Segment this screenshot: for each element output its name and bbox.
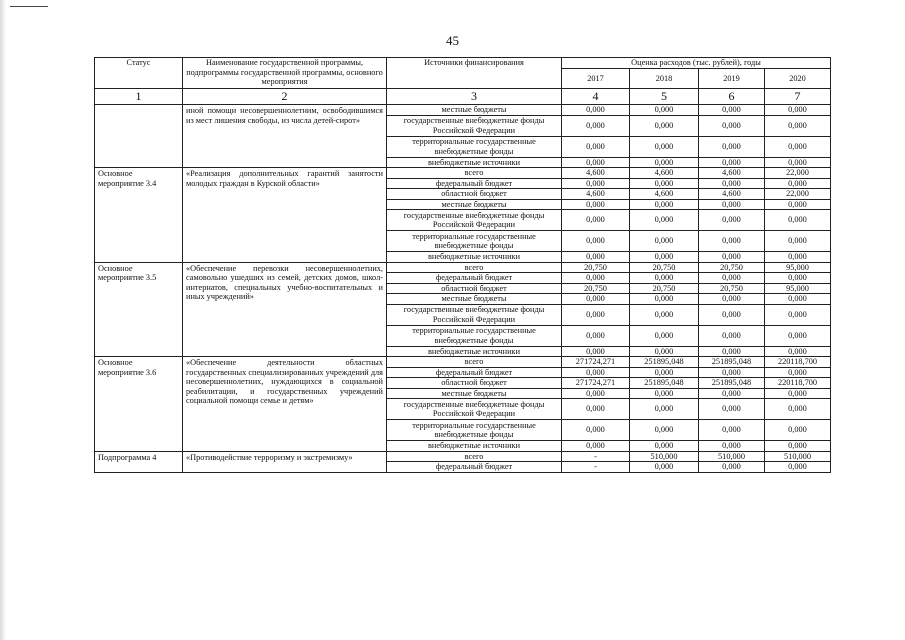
value-cell: 0,000 <box>562 441 630 452</box>
header-source: Источники финансирования <box>387 58 562 89</box>
source-cell: внебюджетные источники <box>387 346 562 357</box>
value-cell: 0,000 <box>765 210 831 231</box>
source-cell: федеральный бюджет <box>387 178 562 189</box>
value-cell: 0,000 <box>699 273 765 284</box>
value-cell: 0,000 <box>699 462 765 473</box>
status-cell: Подпрограмма 4 <box>95 451 183 472</box>
status-cell: Основное мероприятие 3.4 <box>95 168 183 263</box>
value-cell: 0,000 <box>562 178 630 189</box>
value-cell: 0,000 <box>630 231 699 252</box>
value-cell: 0,000 <box>765 346 831 357</box>
value-cell: 0,000 <box>699 420 765 441</box>
source-cell: федеральный бюджет <box>387 462 562 473</box>
value-cell: 0,000 <box>699 178 765 189</box>
header-cost: Оценка расходов (тыс. рублей), годы <box>562 58 831 69</box>
header-year: 2018 <box>630 68 699 89</box>
value-cell: 0,000 <box>765 294 831 305</box>
source-cell: областной бюджет <box>387 189 562 200</box>
value-cell: 20,750 <box>562 262 630 273</box>
source-cell: территориальные государственные внебюджетные фонды <box>387 420 562 441</box>
value-cell: 20,750 <box>699 283 765 294</box>
value-cell: 0,000 <box>699 388 765 399</box>
value-cell: 0,000 <box>562 199 630 210</box>
source-cell: государственные внебюджетные фонды Российской Федерации <box>387 115 562 136</box>
value-cell: 0,000 <box>630 388 699 399</box>
value-cell: 0,000 <box>765 115 831 136</box>
value-cell: 0,000 <box>630 115 699 136</box>
value-cell: 4,600 <box>699 189 765 200</box>
header-status: Статус <box>95 58 183 89</box>
value-cell: 0,000 <box>630 252 699 263</box>
value-cell: 0,000 <box>562 346 630 357</box>
value-cell: 0,000 <box>765 420 831 441</box>
value-cell: 0,000 <box>765 399 831 420</box>
name-cell: «Обеспечение деятельности областных государственных специализированных учреждений для несовершеннолетних, нуждающихся в социальной реабилитации, и государственных учреждений социальной помощи семье и детям» <box>183 357 387 452</box>
value-cell: 22,000 <box>765 189 831 200</box>
column-number: 3 <box>387 89 562 105</box>
source-cell: местные бюджеты <box>387 294 562 305</box>
source-cell: федеральный бюджет <box>387 367 562 378</box>
value-cell: 0,000 <box>562 420 630 441</box>
value-cell: 510,000 <box>630 451 699 462</box>
value-cell: 0,000 <box>562 105 630 116</box>
value-cell: 0,000 <box>630 199 699 210</box>
value-cell: 0,000 <box>765 199 831 210</box>
table-row <box>95 262 831 273</box>
value-cell: 0,000 <box>562 273 630 284</box>
header-name: Наименование государственной программы, подпрограммы государственной программы, основного мероприятия <box>183 58 387 89</box>
value-cell: 95,000 <box>765 283 831 294</box>
value-cell: - <box>562 451 630 462</box>
name-cell: «Реализация дополнительных гарантий занятости молодых граждан в Курской области» <box>183 168 387 263</box>
value-cell: 251895,048 <box>699 378 765 389</box>
source-cell: местные бюджеты <box>387 105 562 116</box>
column-number: 1 <box>95 89 183 105</box>
value-cell: 0,000 <box>765 388 831 399</box>
value-cell: 0,000 <box>630 420 699 441</box>
name-cell: «Противодействие терроризму и экстремизму» <box>183 451 387 472</box>
value-cell: 0,000 <box>630 157 699 168</box>
header-year: 2020 <box>765 68 831 89</box>
value-cell: 4,600 <box>562 189 630 200</box>
value-cell: 0,000 <box>765 157 831 168</box>
source-cell: территориальные государственные внебюджетные фонды <box>387 136 562 157</box>
value-cell: 0,000 <box>562 252 630 263</box>
source-cell: областной бюджет <box>387 283 562 294</box>
value-cell: 20,750 <box>699 262 765 273</box>
value-cell: 0,000 <box>630 136 699 157</box>
top-rule <box>10 6 48 7</box>
value-cell: 0,000 <box>765 105 831 116</box>
value-cell: 0,000 <box>765 325 831 346</box>
value-cell: 271724,271 <box>562 378 630 389</box>
value-cell: 0,000 <box>630 294 699 305</box>
value-cell: 0,000 <box>630 304 699 325</box>
value-cell: 22,000 <box>765 168 831 179</box>
value-cell: 0,000 <box>562 399 630 420</box>
value-cell: 0,000 <box>699 252 765 263</box>
value-cell: 251895,048 <box>630 378 699 389</box>
value-cell: 0,000 <box>699 136 765 157</box>
value-cell: 220118,700 <box>765 357 831 368</box>
table-row <box>95 357 831 368</box>
value-cell: 0,000 <box>699 346 765 357</box>
value-cell: 0,000 <box>699 157 765 168</box>
source-cell: областной бюджет <box>387 378 562 389</box>
value-cell: 0,000 <box>562 115 630 136</box>
value-cell: 4,600 <box>630 189 699 200</box>
value-cell: 20,750 <box>630 283 699 294</box>
value-cell: 0,000 <box>699 441 765 452</box>
source-cell: внебюджетные источники <box>387 252 562 263</box>
value-cell: 0,000 <box>562 210 630 231</box>
value-cell: 251895,048 <box>630 357 699 368</box>
value-cell: 0,000 <box>562 367 630 378</box>
value-cell: 0,000 <box>562 304 630 325</box>
source-cell: внебюджетные источники <box>387 157 562 168</box>
status-cell: Основное мероприятие 3.6 <box>95 357 183 452</box>
value-cell: 0,000 <box>765 304 831 325</box>
header-row <box>95 58 831 69</box>
column-number: 7 <box>765 89 831 105</box>
value-cell: 0,000 <box>630 399 699 420</box>
value-cell: 0,000 <box>699 325 765 346</box>
column-number: 2 <box>183 89 387 105</box>
value-cell: 0,000 <box>765 178 831 189</box>
value-cell: 0,000 <box>765 136 831 157</box>
source-cell: всего <box>387 357 562 368</box>
value-cell: 0,000 <box>699 115 765 136</box>
name-cell: «Обеспечение перевозки несовершеннолетних, самовольно ушедших из семей, детских домов, школ-интернатов, специальных учебно-воспитательных и иных учреждений» <box>183 262 387 357</box>
table-row <box>95 168 831 179</box>
value-cell: 251895,048 <box>699 357 765 368</box>
value-cell: 0,000 <box>699 199 765 210</box>
value-cell: 4,600 <box>630 168 699 179</box>
source-cell: всего <box>387 451 562 462</box>
value-cell: 0,000 <box>699 399 765 420</box>
source-cell: государственные внебюджетные фонды Российской Федерации <box>387 304 562 325</box>
value-cell: 0,000 <box>562 157 630 168</box>
value-cell: 0,000 <box>630 441 699 452</box>
status-cell <box>95 105 183 168</box>
value-cell: 95,000 <box>765 262 831 273</box>
value-cell: 0,000 <box>562 136 630 157</box>
value-cell: 0,000 <box>699 231 765 252</box>
value-cell: 0,000 <box>765 231 831 252</box>
table-row <box>95 105 831 116</box>
value-cell: 0,000 <box>630 367 699 378</box>
value-cell: 271724,271 <box>562 357 630 368</box>
column-number: 4 <box>562 89 630 105</box>
source-cell: государственные внебюджетные фонды Российской Федерации <box>387 210 562 231</box>
value-cell: 510,000 <box>765 451 831 462</box>
column-number: 6 <box>699 89 765 105</box>
financing-table <box>94 57 831 473</box>
value-cell: 4,600 <box>562 168 630 179</box>
value-cell: 510,000 <box>699 451 765 462</box>
value-cell: 20,750 <box>562 283 630 294</box>
value-cell: 0,000 <box>630 105 699 116</box>
value-cell: 0,000 <box>699 210 765 231</box>
scan-edge-shadow <box>0 0 6 640</box>
table-row <box>95 451 831 462</box>
value-cell: 0,000 <box>562 231 630 252</box>
value-cell: 0,000 <box>630 273 699 284</box>
value-cell: 0,000 <box>765 367 831 378</box>
value-cell: 0,000 <box>630 462 699 473</box>
source-cell: всего <box>387 168 562 179</box>
value-cell: 220118,700 <box>765 378 831 389</box>
source-cell: территориальные государственные внебюджетные фонды <box>387 325 562 346</box>
header-year: 2019 <box>699 68 765 89</box>
value-cell: 0,000 <box>630 346 699 357</box>
value-cell: 0,000 <box>699 105 765 116</box>
value-cell: 0,000 <box>630 325 699 346</box>
value-cell: 0,000 <box>562 388 630 399</box>
value-cell: 0,000 <box>699 367 765 378</box>
column-number: 5 <box>630 89 699 105</box>
value-cell: 0,000 <box>562 325 630 346</box>
header-year: 2017 <box>562 68 630 89</box>
value-cell: 20,750 <box>630 262 699 273</box>
value-cell: 0,000 <box>765 252 831 263</box>
source-cell: территориальные государственные внебюджетные фонды <box>387 231 562 252</box>
source-cell: местные бюджеты <box>387 199 562 210</box>
value-cell: 0,000 <box>765 462 831 473</box>
source-cell: федеральный бюджет <box>387 273 562 284</box>
value-cell: 0,000 <box>699 304 765 325</box>
value-cell: 0,000 <box>699 294 765 305</box>
value-cell: 0,000 <box>562 294 630 305</box>
table-container <box>94 57 831 473</box>
source-cell: местные бюджеты <box>387 388 562 399</box>
status-cell: Основное мероприятие 3.5 <box>95 262 183 357</box>
source-cell: внебюджетные источники <box>387 441 562 452</box>
name-cell: иной помощи несовершеннолетним, освободившимся из мест лишения свободы, из числа детей-сирот» <box>183 105 387 168</box>
value-cell: 0,000 <box>630 210 699 231</box>
page-number: 45 <box>446 33 459 48</box>
column-number-row <box>95 89 831 105</box>
value-cell: 0,000 <box>765 273 831 284</box>
value-cell: 4,600 <box>699 168 765 179</box>
source-cell: государственные внебюджетные фонды Российской Федерации <box>387 399 562 420</box>
value-cell: 0,000 <box>765 441 831 452</box>
value-cell: 0,000 <box>630 178 699 189</box>
source-cell: всего <box>387 262 562 273</box>
value-cell: - <box>562 462 630 473</box>
